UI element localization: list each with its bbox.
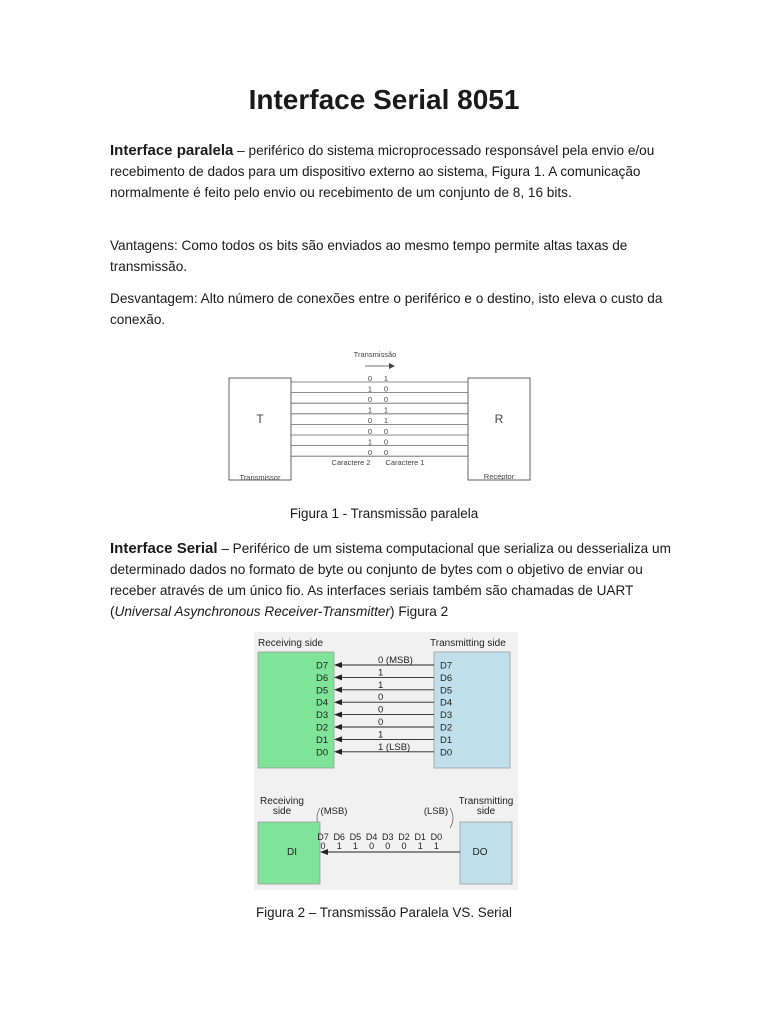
parallel-bit-value: 0 <box>378 717 384 728</box>
serial-bit-value: 1 <box>352 841 358 851</box>
figure1-direction-arrow <box>365 363 395 369</box>
parallel-interface-definition: – periférico do sistema microprocessado responsável pela envio e/ou recebimento de dados para um dispositivo externo ao sistema, Figura 1. A comunicação normalmente é feito pelo envio ou recebimento de um conjunto de 8, 16 bits. <box>110 143 655 200</box>
serial-bit-name: D2 <box>398 832 410 842</box>
character1-bit: 0 <box>383 395 389 404</box>
transmitter-box-label: T <box>256 412 264 426</box>
serial-interface-definition: – Periférico de um sistema computacional que serializa ou desserializa um determinado dados no formato de byte ou conjunto de bytes com o objetivo de enviar ou receber através de um único fio. As interfaces seriais também são chamadas de UART ( <box>110 541 671 619</box>
character1-bit: 0 <box>383 426 389 436</box>
character2-bit: 1 <box>367 384 373 394</box>
parallel-bit-value: 0 <box>378 704 384 716</box>
receiving-line-label: D1 <box>316 734 329 746</box>
serial-bit-value: 0 <box>401 841 407 851</box>
transmitting-line-label: D3 <box>440 710 453 722</box>
transmitting-line-label: D1 <box>440 734 453 746</box>
parallel-bit-value: 0 (MSB) <box>378 655 413 666</box>
figure1-parallel-wires <box>291 374 468 457</box>
serial-bit-name: D3 <box>382 832 394 842</box>
advantages-paragraph: Vantagens: Como todos os bits são enviados ao mesmo tempo permite altas taxas de transmissão. <box>110 238 628 274</box>
character1-bit: 0 <box>383 437 389 447</box>
figure2-caption: Figura 2 – Transmissão Paralela VS. Serial <box>255 905 513 920</box>
receiving-line-label: D7 <box>316 660 329 672</box>
character2-bit: 0 <box>367 448 373 457</box>
serial-bit-name: D5 <box>349 832 362 842</box>
serial-bit-value: 0 <box>320 841 326 851</box>
serial-bit-value: 1 <box>336 841 342 851</box>
serial-bit-value: 0 <box>385 841 391 851</box>
character1-bit: 1 <box>383 373 389 383</box>
character1-label: Caractere 1 <box>385 458 425 467</box>
transmitting-line-label: D0 <box>440 747 453 759</box>
character2-bit: 0 <box>367 373 373 383</box>
do-label: DO <box>472 847 488 858</box>
serial-bit-value: 0 <box>369 841 375 851</box>
transmitting-line-label: D7 <box>440 660 453 672</box>
msb-label: (MSB) <box>320 806 348 817</box>
character1-bit: 0 <box>383 448 389 457</box>
character1-bit: 1 <box>383 405 389 415</box>
serial-bit-value: 1 <box>417 841 423 851</box>
lsb-label: (LSB) <box>423 806 449 817</box>
receiving-line-label: D4 <box>316 697 329 709</box>
parallel-bit-value: 1 (LSB) <box>378 741 411 753</box>
receiving-line-label: D3 <box>316 710 329 722</box>
parallel-interface-paragraph <box>110 140 670 203</box>
transmitter-box <box>229 378 291 480</box>
serial-bit-name: D1 <box>414 832 426 842</box>
parallel-bit-value: 1 <box>378 667 384 679</box>
figure1-direction-label: Transmissão <box>353 350 397 359</box>
di-label: DI <box>287 847 297 858</box>
serial-bit-name: D0 <box>430 832 443 842</box>
figure1-caption: Figura 1 - Transmissão paralela <box>289 506 479 521</box>
receiving-line-label: D5 <box>316 685 329 697</box>
receiver-box-label: R <box>494 412 504 426</box>
parallel-bit-value: 1 <box>378 729 384 741</box>
bottom-receiving-side-label-line1: Receiving <box>260 796 304 807</box>
character1-bit: 1 <box>383 416 389 426</box>
serial-interface-term: Interface Serial <box>110 540 218 557</box>
receiving-line-label: D6 <box>316 672 329 684</box>
serial-bit-name: D7 <box>317 832 329 842</box>
transmitting-line-label: D5 <box>440 685 453 697</box>
top-transmitting-side-label: Transmitting side <box>430 638 506 649</box>
serial-figure-reference: ) Figura 2 <box>390 604 449 619</box>
serial-bit-name: D4 <box>365 832 378 842</box>
character2-label: Caractere 2 <box>331 458 371 467</box>
character2-bit: 0 <box>367 416 373 426</box>
parallel-bit-value: 1 <box>378 679 384 691</box>
parallel-interface-term: Interface paralela <box>110 142 234 159</box>
serial-bit-value: 1 <box>433 841 439 851</box>
transmitting-line-label: D4 <box>440 697 453 709</box>
bottom-transmitting-side-label-line1: Transmitting <box>458 796 514 807</box>
bottom-receiving-side-label-line2: side <box>272 806 292 817</box>
top-receiving-side-label: Receiving side <box>258 638 324 649</box>
transmitting-line-label: D6 <box>440 672 453 684</box>
receiving-line-label: D0 <box>316 747 329 759</box>
bottom-transmitting-side-label-line2: side <box>476 806 496 817</box>
receiving-line-label: D2 <box>316 722 329 734</box>
page-title: Interface Serial 8051 <box>248 84 520 115</box>
figure1-parallel-diagram <box>225 345 545 490</box>
disadvantage-paragraph: Desvantagem: Alto número de conexões entre o periférico e o destino, isto eleva o custo da conexão. <box>110 291 663 327</box>
character2-bit: 1 <box>367 437 373 447</box>
character2-bit: 0 <box>367 395 373 404</box>
serial-interface-paragraph <box>110 538 680 622</box>
serial-bit-name: D6 <box>333 832 345 842</box>
transmitter-label: Transmissor <box>239 473 281 482</box>
parallel-bit-value: 0 <box>378 692 384 704</box>
character2-bit: 1 <box>367 405 373 415</box>
transmitting-line-label: D2 <box>440 722 453 734</box>
uart-expansion: Universal Asynchronous Receiver-Transmitter <box>114 604 391 619</box>
character2-bit: 0 <box>367 426 373 436</box>
character1-bit: 0 <box>383 384 389 394</box>
receiver-box <box>468 378 530 480</box>
figure2-parallel-vs-serial-diagram <box>254 632 518 890</box>
receiver-label: Receptor <box>483 472 515 481</box>
